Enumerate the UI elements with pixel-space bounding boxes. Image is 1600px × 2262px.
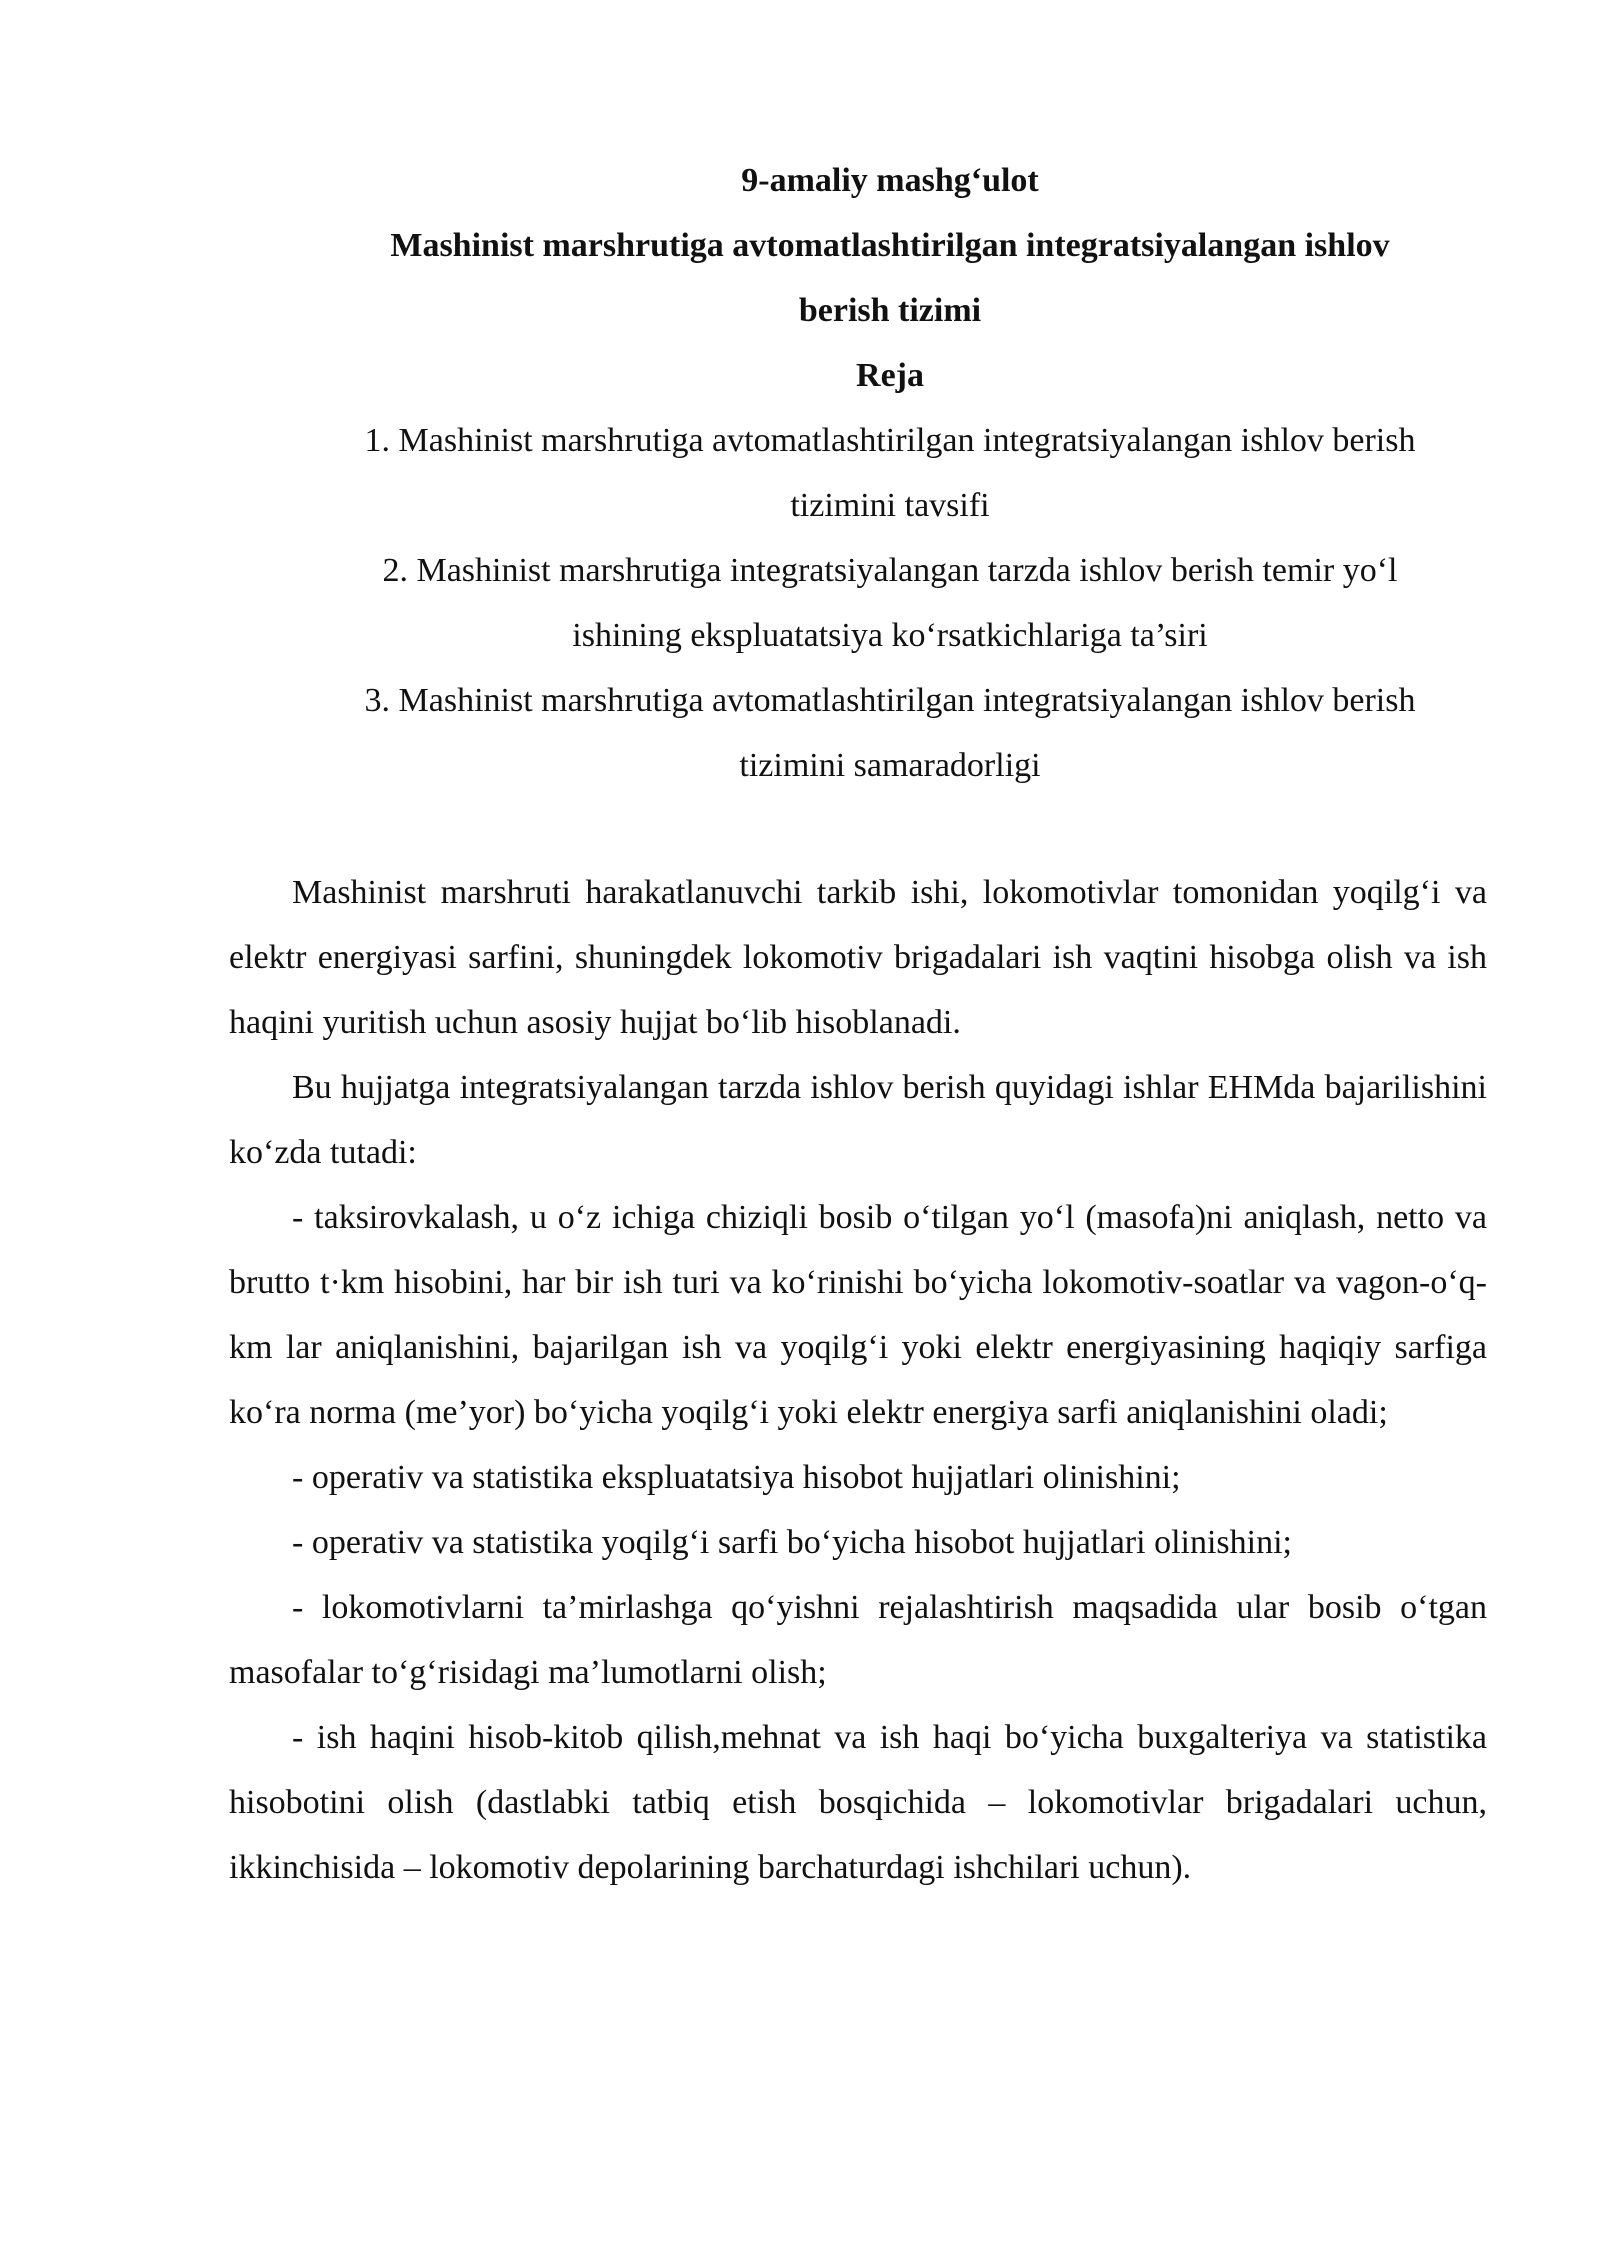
plan-item-2-line-1: 2. Mashinist marshrutiga integratsiyalangan tarzda ishlov berish temir yo‘l [382,552,1398,589]
plan-item-3 [300,668,1480,798]
document-body [229,860,1487,1900]
plan-item-3-line-1: 3. Mashinist marshrutiga avtomatlashtirilgan integratsiyalangan ishlov berish [364,682,1416,719]
plan-item-1-line-1: 1. Mashinist marshrutiga avtomatlashtirilgan integratsiyalangan ishlov berish [364,422,1416,459]
session-label: 9-amaliy mashg‘ulot [741,162,1039,199]
list-item-payroll: - ish haqini hisob-kitob qilish,mehnat va ish haqi bo‘yicha buxgalteriya va statistika hisobotini olish (dastlabki tatbiq etish bosqichida – lokomotivlar brigadalari uchun, ikkinchisida – lokomotiv depolarining barchaturdagi ishchilari uchun). [229,1719,1487,1886]
list-item-operational-reports: - operativ va statistika ekspluatatsiya hisobot hujjatlari olinishini; [292,1459,1181,1496]
list-item-fuel-reports: - operativ va statistika yoqilg‘i sarfi bo‘yicha hisobot hujjatlari olinishini; [292,1524,1292,1561]
document-title-line-1: Mashinist marshrutiga avtomatlashtirilgan integratsiyalangan ishlov [390,227,1390,264]
plan-item-3-line-2: tizimini samaradorligi [739,747,1041,784]
plan-item-2-line-2: ishining ekspluatatsiya ko‘rsatkichlariga ta’siri [572,617,1208,654]
document-header [300,148,1480,798]
plan-item-2 [300,538,1480,668]
list-item-taxing: - taksirovkalash, u o‘z ichiga chiziqli bosib o‘tilgan yo‘l (masofa)ni aniqlash, netto va brutto t·km hisobini, har bir ish turi va ko‘rinishi bo‘yicha lokomotiv-soatlar va vagon-o‘q-km lar aniqlanishini, bajarilgan ish va yoqilg‘i yoki elektr energiyasining haqiqiy sarfiga ko‘ra norma (me’yor) bo‘yicha yoqilg‘i yoki elektr energiya sarfi aniqlanishini oladi; [229,1199,1487,1431]
plan-list [300,408,1480,798]
paragraph-processing: Bu hujjatga integratsiyalangan tarzda ishlov berish quyidagi ishlar EHMda bajarilishini ko‘zda tutadi: [229,1069,1487,1171]
document-title-line-2: berish tizimi [798,292,982,329]
document-title [300,213,1480,343]
paragraph-intro: Mashinist marshruti harakatlanuvchi tarkib ishi, lokomotivlar tomonidan yoqilg‘i va elektr energiyasi sarfini, shuningdek lokomotiv brigadalari ish vaqtini hisobga olish va ish haqini yuritish uchun asosiy hujjat bo‘lib hisoblanadi. [229,874,1487,1041]
list-item-repair-planning: - lokomotivlarni ta’mirlashga qo‘yishni rejalashtirish maqsadida ular bosib o‘tgan masofalar to‘g‘risidagi ma’lumotlarni olish; [229,1589,1487,1691]
plan-item-1 [300,408,1480,538]
plan-item-1-line-2: tizimini tavsifi [790,487,990,524]
plan-heading: Reja [856,357,924,394]
